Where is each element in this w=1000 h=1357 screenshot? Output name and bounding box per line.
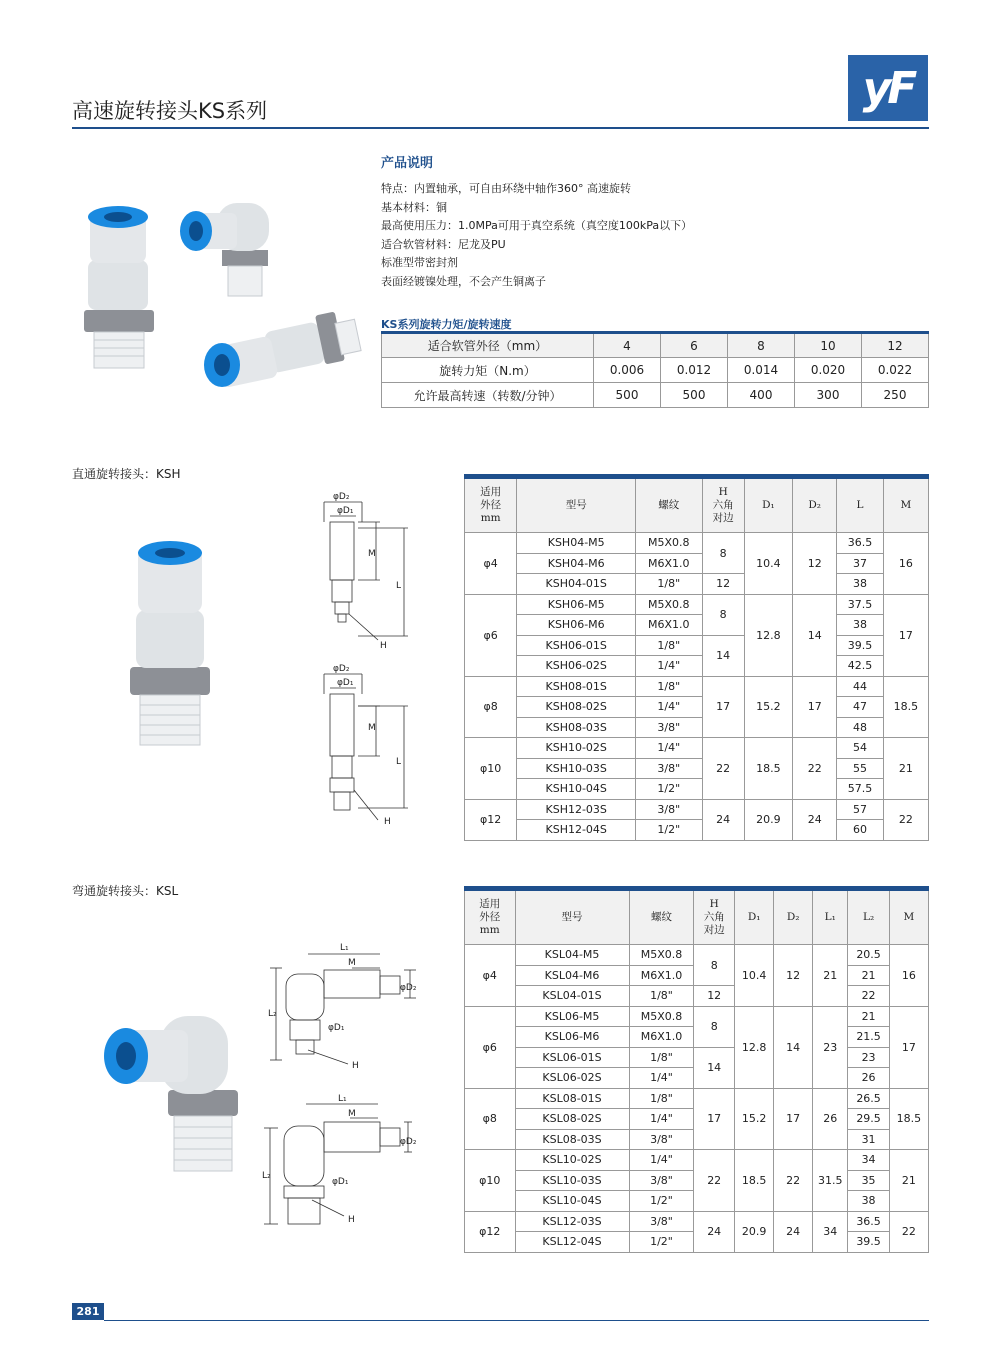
model-cell: KSH08-01S <box>517 676 636 697</box>
length-cell: 57.5 <box>837 779 883 800</box>
thread-cell: 1/8" <box>629 1047 694 1068</box>
thread-cell: 3/8" <box>629 1129 694 1150</box>
m-cell: 16 <box>889 945 928 1007</box>
l2-cell: 21.5 <box>848 1027 889 1048</box>
thread-cell: M6X1.0 <box>629 1027 694 1048</box>
ksl-h-label: H <box>352 1061 359 1071</box>
table-row <box>465 697 929 718</box>
table-row <box>465 717 929 738</box>
page-title: 高速旋转接头KS系列 <box>72 99 268 123</box>
rotation-row-label: 允许最高转速（转数/分钟） <box>382 383 594 408</box>
l2-cell: 34 <box>848 1150 889 1171</box>
thread-cell: 1/4" <box>629 1150 694 1171</box>
length-cell: 48 <box>837 717 883 738</box>
thread-cell: 1/4" <box>629 1068 694 1089</box>
length-cell: 42.5 <box>837 656 883 677</box>
column-header: M <box>883 477 928 533</box>
rotation-cell: 0.014 <box>728 358 795 383</box>
model-cell: KSH10-03S <box>517 758 636 779</box>
description-line: 最高使用压力：1.0MPa可用于真空系统（真空度100kPa以下） <box>381 219 693 233</box>
outer-diameter-cell: φ12 <box>465 799 517 840</box>
l2-cell: 22 <box>848 986 889 1007</box>
column-header: D₂ <box>793 477 837 533</box>
d1-cell: 10.4 <box>735 945 774 1007</box>
rotation-cell: 300 <box>795 383 862 408</box>
d1-cell: 15.2 <box>735 1088 774 1150</box>
ksl-drawing-1 <box>268 940 418 1070</box>
thread-cell: 1/2" <box>636 779 702 800</box>
rotation-cell: 12 <box>862 333 929 358</box>
length-cell: 55 <box>837 758 883 779</box>
rotation-table <box>381 331 929 408</box>
hex-size-cell: 17 <box>694 1088 735 1150</box>
model-cell: KSH06-M5 <box>517 594 636 615</box>
m-cell: 22 <box>889 1211 928 1252</box>
m-cell: 22 <box>883 799 928 840</box>
table-row <box>465 656 929 677</box>
table-row <box>465 986 929 1007</box>
description-line: 特点：内置轴承，可自由环绕中轴作360° 高速旋转 <box>381 182 631 195</box>
title-rule <box>72 127 929 129</box>
l1-cell: 26 <box>813 1088 848 1150</box>
thread-cell: 1/2" <box>629 1232 694 1253</box>
hex-size-cell: 8 <box>694 1006 735 1047</box>
outer-diameter-cell: φ12 <box>465 1211 516 1252</box>
d2-cell: 22 <box>774 1150 813 1212</box>
hex-size-cell: 22 <box>694 1150 735 1212</box>
thread-cell: M6X1.0 <box>636 553 702 574</box>
model-cell: KSL08-03S <box>515 1129 629 1150</box>
column-header: H 六角 对边 <box>702 477 744 533</box>
column-header: 型号 <box>515 889 629 945</box>
model-cell: KSH04-M5 <box>517 533 636 554</box>
hex-size-cell: 8 <box>702 594 744 635</box>
outer-diameter-cell: φ10 <box>465 738 517 800</box>
column-header: D₁ <box>735 889 774 945</box>
description-line: 表面经镀镍处理，不会产生铜离子 <box>381 274 546 288</box>
table-row <box>465 1088 929 1109</box>
table-row <box>465 1150 929 1171</box>
thread-cell: M5X0.8 <box>636 594 702 615</box>
rotation-row <box>382 358 929 383</box>
l2-cell: 23 <box>848 1047 889 1068</box>
length-cell: 36.5 <box>837 533 883 554</box>
l2-cell: 39.5 <box>848 1232 889 1253</box>
ksl2-m-label: M <box>348 1109 356 1119</box>
rotation-cell: 4 <box>594 333 661 358</box>
d2-cell: 12 <box>793 533 837 595</box>
table-row <box>465 615 929 636</box>
ksh-spec-table <box>464 474 929 841</box>
ksl-l2-label: L₂ <box>268 1009 277 1019</box>
hex-size-cell: 24 <box>694 1211 735 1252</box>
description-line: 适合软管材料：尼龙及PU <box>381 237 506 251</box>
hex-size-cell: 12 <box>702 574 744 595</box>
column-header: L₁ <box>813 889 848 945</box>
d2-cell: 24 <box>774 1211 813 1252</box>
table-row <box>465 635 929 656</box>
thread-cell: 1/4" <box>636 738 702 759</box>
table-row <box>465 779 929 800</box>
table-row <box>465 945 929 966</box>
length-cell: 39.5 <box>837 635 883 656</box>
column-header: D₁ <box>744 477 792 533</box>
column-header: 适用 外径 mm <box>465 477 517 533</box>
ksl-spec-table <box>464 886 929 1253</box>
length-cell: 54 <box>837 738 883 759</box>
ksh2-m-label: M <box>368 723 376 733</box>
model-cell: KSL04-M5 <box>515 945 629 966</box>
thread-cell: 1/8" <box>636 574 702 595</box>
model-cell: KSL04-M6 <box>515 965 629 986</box>
l2-cell: 26.5 <box>848 1088 889 1109</box>
thread-cell: M5X0.8 <box>636 533 702 554</box>
m-cell: 21 <box>883 738 928 800</box>
description-heading: 产品说明 <box>381 156 434 171</box>
footer-rule <box>104 1320 929 1321</box>
l2-cell: 36.5 <box>848 1211 889 1232</box>
thread-cell: 1/2" <box>629 1191 694 1212</box>
d1-cell: 12.8 <box>744 594 792 676</box>
d2-cell: 17 <box>774 1088 813 1150</box>
rotation-cell: 500 <box>594 383 661 408</box>
outer-diameter-cell: φ6 <box>465 1006 516 1088</box>
l1-cell: 31.5 <box>813 1150 848 1212</box>
hex-size-cell: 8 <box>702 533 744 574</box>
m-cell: 17 <box>889 1006 928 1088</box>
thread-cell: 1/2" <box>636 820 702 841</box>
rotation-table-heading: KS系列旋转力矩/旋转速度 <box>381 318 512 331</box>
l2-cell: 31 <box>848 1129 889 1150</box>
ksl-d1-label: φD₁ <box>328 1023 345 1033</box>
length-cell: 47 <box>837 697 883 718</box>
l1-cell: 34 <box>813 1211 848 1252</box>
ksl-d2-label: φD₂ <box>400 983 417 993</box>
l2-cell: 20.5 <box>848 945 889 966</box>
model-cell: KSL06-01S <box>515 1047 629 1068</box>
table-row <box>465 758 929 779</box>
thread-cell: 3/8" <box>636 758 702 779</box>
hex-size-cell: 14 <box>702 635 744 676</box>
model-cell: KSL06-M5 <box>515 1006 629 1027</box>
ksl-m-label: M <box>348 958 356 968</box>
thread-cell: M6X1.0 <box>636 615 702 636</box>
length-cell: 38 <box>837 574 883 595</box>
rotation-cell: 0.006 <box>594 358 661 383</box>
length-cell: 38 <box>837 615 883 636</box>
model-cell: KSL08-02S <box>515 1109 629 1130</box>
table-row <box>465 553 929 574</box>
m-cell: 21 <box>889 1150 928 1212</box>
rotation-row <box>382 383 929 408</box>
rotation-cell: 6 <box>661 333 728 358</box>
rotation-cell: 8 <box>728 333 795 358</box>
rotation-row-label: 适合软管外径（mm） <box>382 333 594 358</box>
l2-cell: 35 <box>848 1170 889 1191</box>
model-cell: KSL10-03S <box>515 1170 629 1191</box>
m-cell: 17 <box>883 594 928 676</box>
ksl-drawing-2 <box>262 1092 417 1232</box>
ksh-d2-label: φD₂ <box>333 492 350 502</box>
l2-cell: 21 <box>848 1006 889 1027</box>
d2-cell: 12 <box>774 945 813 1007</box>
column-header: 型号 <box>517 477 636 533</box>
model-cell: KSH04-M6 <box>517 553 636 574</box>
ksh2-d1-label: φD₁ <box>337 678 354 688</box>
ksl-photo <box>100 1012 240 1177</box>
thread-cell: M5X0.8 <box>629 1006 694 1027</box>
hex-size-cell: 14 <box>694 1047 735 1088</box>
ksh-drawing-2 <box>318 660 408 830</box>
m-cell: 18.5 <box>883 676 928 738</box>
thread-cell: 1/4" <box>636 697 702 718</box>
model-cell: KSL06-M6 <box>515 1027 629 1048</box>
table-row <box>465 1047 929 1068</box>
table-row <box>465 676 929 697</box>
rotation-cell: 400 <box>728 383 795 408</box>
thread-cell: 3/8" <box>636 799 702 820</box>
d2-cell: 22 <box>793 738 837 800</box>
l2-cell: 21 <box>848 965 889 986</box>
model-cell: KSL08-01S <box>515 1088 629 1109</box>
table-header-row <box>465 477 929 533</box>
hex-size-cell: 12 <box>694 986 735 1007</box>
model-cell: KSH06-M6 <box>517 615 636 636</box>
model-cell: KSL12-04S <box>515 1232 629 1253</box>
thread-cell: 1/8" <box>636 676 702 697</box>
model-cell: KSH12-04S <box>517 820 636 841</box>
rotation-cell: 500 <box>661 383 728 408</box>
ksh2-l-label: L <box>396 757 402 767</box>
d2-cell: 17 <box>793 676 837 738</box>
table-row <box>465 1006 929 1027</box>
column-header: D₂ <box>774 889 813 945</box>
model-cell: KSL12-03S <box>515 1211 629 1232</box>
ksl2-d1-label: φD₁ <box>332 1177 349 1187</box>
length-cell: 37 <box>837 553 883 574</box>
table-row <box>465 799 929 820</box>
ksh2-h-label: H <box>384 817 391 827</box>
outer-diameter-cell: φ4 <box>465 533 517 595</box>
ksh-d1-label: φD₁ <box>337 506 354 516</box>
description-line: 基本材料：铜 <box>381 200 447 214</box>
model-cell: KSL06-02S <box>515 1068 629 1089</box>
ksh-photo <box>128 535 218 750</box>
ksh-section-label: 直通旋转接头：KSH <box>72 467 181 481</box>
ksl-l1-label: L₁ <box>340 943 349 953</box>
model-cell: KSH10-04S <box>517 779 636 800</box>
l2-cell: 29.5 <box>848 1109 889 1130</box>
d2-cell: 14 <box>774 1006 813 1088</box>
outer-diameter-cell: φ6 <box>465 594 517 676</box>
model-cell: KSL04-01S <box>515 986 629 1007</box>
table-row <box>465 574 929 595</box>
rotation-cell: 10 <box>795 333 862 358</box>
ksl-section-label: 弯通旋转接头：KSL <box>72 884 179 898</box>
column-header: 适用 外径 mm <box>465 889 516 945</box>
column-header: 螺纹 <box>636 477 702 533</box>
hex-size-cell: 24 <box>702 799 744 840</box>
d1-cell: 10.4 <box>744 533 792 595</box>
outer-diameter-cell: φ10 <box>465 1150 516 1212</box>
rotation-row-label: 旋转力矩（N.m） <box>382 358 594 383</box>
table-row <box>465 738 929 759</box>
d2-cell: 24 <box>793 799 837 840</box>
model-cell: KSL10-02S <box>515 1150 629 1171</box>
d1-cell: 18.5 <box>744 738 792 800</box>
rotation-cell: 0.012 <box>661 358 728 383</box>
l1-cell: 21 <box>813 945 848 1007</box>
thread-cell: 3/8" <box>629 1170 694 1191</box>
outer-diameter-cell: φ8 <box>465 676 517 738</box>
rotation-cell: 250 <box>862 383 929 408</box>
length-cell: 57 <box>837 799 883 820</box>
description-list <box>381 180 692 292</box>
table-header-row <box>465 889 929 945</box>
ksl2-l1-label: L₁ <box>338 1094 347 1104</box>
thread-cell: 1/8" <box>629 986 694 1007</box>
rotation-row <box>382 333 929 358</box>
thread-cell: 3/8" <box>636 717 702 738</box>
model-cell: KSH04-01S <box>517 574 636 595</box>
page-number: 281 <box>72 1303 104 1320</box>
rotation-cell: 0.022 <box>862 358 929 383</box>
table-row <box>465 594 929 615</box>
d2-cell: 14 <box>793 594 837 676</box>
d1-cell: 15.2 <box>744 676 792 738</box>
model-cell: KSH10-02S <box>517 738 636 759</box>
product-photo <box>72 195 372 405</box>
thread-cell: 1/8" <box>636 635 702 656</box>
model-cell: KSL10-04S <box>515 1191 629 1212</box>
table-row <box>465 820 929 841</box>
column-header: L <box>837 477 883 533</box>
thread-cell: 1/4" <box>636 656 702 677</box>
ksh-m-label: M <box>368 549 376 559</box>
table-row <box>465 1211 929 1232</box>
ksh-drawing-1 <box>318 488 408 653</box>
outer-diameter-cell: φ8 <box>465 1088 516 1150</box>
column-header: H 六角 对边 <box>694 889 735 945</box>
thread-cell: M6X1.0 <box>629 965 694 986</box>
ksh-h-label: H <box>380 641 387 651</box>
d1-cell: 18.5 <box>735 1150 774 1212</box>
d1-cell: 12.8 <box>735 1006 774 1088</box>
ksl2-l2-label: L₂ <box>262 1171 271 1181</box>
m-cell: 18.5 <box>889 1088 928 1150</box>
l2-cell: 26 <box>848 1068 889 1089</box>
column-header: L₂ <box>848 889 889 945</box>
d1-cell: 20.9 <box>744 799 792 840</box>
ksl2-d2-label: φD₂ <box>400 1137 417 1147</box>
thread-cell: M5X0.8 <box>629 945 694 966</box>
d1-cell: 20.9 <box>735 1211 774 1252</box>
length-cell: 44 <box>837 676 883 697</box>
hex-size-cell: 8 <box>694 945 735 986</box>
thread-cell: 3/8" <box>629 1211 694 1232</box>
m-cell: 16 <box>883 533 928 595</box>
thread-cell: 1/8" <box>629 1088 694 1109</box>
model-cell: KSH08-03S <box>517 717 636 738</box>
ksh2-d2-label: φD₂ <box>333 664 350 674</box>
length-cell: 37.5 <box>837 594 883 615</box>
brand-logo: yF <box>848 55 928 121</box>
hex-size-cell: 17 <box>702 676 744 738</box>
column-header: M <box>889 889 928 945</box>
rotation-cell: 0.020 <box>795 358 862 383</box>
model-cell: KSH08-02S <box>517 697 636 718</box>
ksh-l-label: L <box>396 581 402 591</box>
model-cell: KSH06-01S <box>517 635 636 656</box>
length-cell: 60 <box>837 820 883 841</box>
l2-cell: 38 <box>848 1191 889 1212</box>
table-row <box>465 533 929 554</box>
hex-size-cell: 22 <box>702 738 744 800</box>
model-cell: KSH12-03S <box>517 799 636 820</box>
description-line: 标准型带密封剂 <box>381 256 458 270</box>
thread-cell: 1/4" <box>629 1109 694 1130</box>
ksl2-h-label: H <box>348 1215 355 1225</box>
l1-cell: 23 <box>813 1006 848 1088</box>
outer-diameter-cell: φ4 <box>465 945 516 1007</box>
column-header: 螺纹 <box>629 889 694 945</box>
model-cell: KSH06-02S <box>517 656 636 677</box>
